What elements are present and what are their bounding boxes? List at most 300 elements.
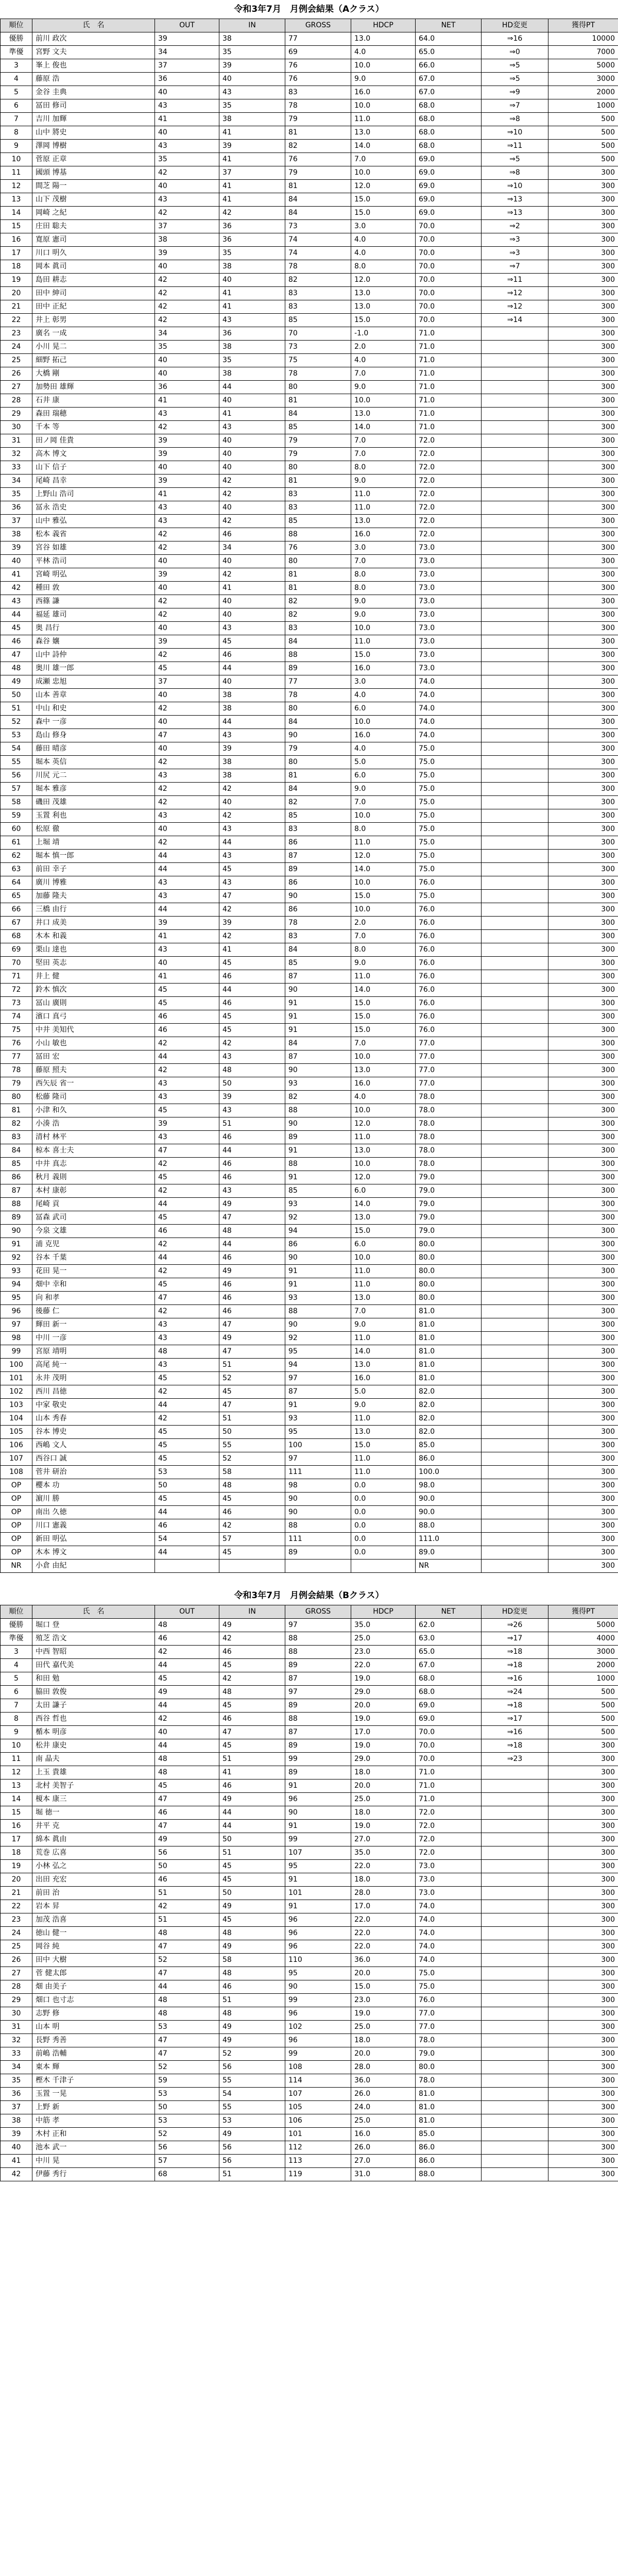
gross-cell: 84 — [285, 943, 351, 957]
table-row — [1, 1158, 618, 1171]
rank-cell: 34 — [1, 474, 32, 488]
points-cell: 300 — [548, 1967, 618, 1980]
hd-change-cell — [482, 1560, 548, 1573]
hd-change-cell — [482, 1399, 548, 1412]
out-cell: 44 — [155, 1699, 219, 1713]
out-cell: 42 — [155, 300, 219, 314]
out-cell: 40 — [155, 716, 219, 729]
hdcp-cell: 4.0 — [351, 354, 416, 367]
hd-change-cell — [482, 689, 548, 702]
rank-cell: 優勝 — [1, 32, 32, 46]
in-cell: 45 — [219, 1873, 285, 1887]
net-cell: 75.0 — [416, 796, 482, 809]
out-cell: 42 — [155, 314, 219, 327]
gross-cell: 88 — [285, 649, 351, 662]
in-cell: 38 — [219, 260, 285, 274]
points-cell: 300 — [548, 1117, 618, 1131]
table-row — [1, 1399, 618, 1412]
hdcp-cell: 9.0 — [351, 608, 416, 622]
table-row — [1, 1546, 618, 1560]
points-cell: 300 — [548, 1050, 618, 1064]
hd-change-cell — [482, 1292, 548, 1305]
table-row — [1, 1050, 618, 1064]
points-cell: 300 — [548, 1372, 618, 1385]
hdcp-cell: 7.0 — [351, 448, 416, 461]
rank-cell: 27 — [1, 381, 32, 394]
gross-cell: 84 — [285, 207, 351, 220]
hd-change-cell — [482, 1144, 548, 1158]
table-row — [1, 1117, 618, 1131]
name-cell: 栗山 達也 — [32, 943, 155, 957]
rank-cell: 30 — [1, 421, 32, 434]
hd-change-cell — [482, 2047, 548, 2061]
rank-cell: 36 — [1, 501, 32, 515]
hdcp-cell: 19.0 — [351, 1820, 416, 1833]
gross-cell: 99 — [285, 1833, 351, 1846]
hdcp-cell: 7.0 — [351, 153, 416, 166]
out-cell: 52 — [155, 1954, 219, 1967]
table-row — [1, 1077, 618, 1091]
hd-change-cell — [482, 1024, 548, 1037]
in-cell: 40 — [219, 73, 285, 86]
name-cell: 尾崎 貢 — [32, 1198, 155, 1211]
hd-change-cell — [482, 729, 548, 742]
out-cell: 50 — [155, 1479, 219, 1493]
gross-cell: 90 — [285, 1251, 351, 1265]
out-cell: 41 — [155, 113, 219, 126]
points-cell: 500 — [548, 1726, 618, 1739]
name-cell: 濵川 勝 — [32, 1493, 155, 1506]
out-cell: 51 — [155, 1913, 219, 1927]
net-cell: 73.0 — [416, 555, 482, 568]
gross-cell: 87 — [285, 1050, 351, 1064]
hd-change-cell — [482, 1967, 548, 1980]
hd-change-cell — [482, 568, 548, 582]
table-row — [1, 287, 618, 300]
hd-change-cell — [482, 1493, 548, 1506]
hd-change-cell — [482, 2074, 548, 2088]
out-cell: 43 — [155, 1359, 219, 1372]
name-cell: 西谷 哲也 — [32, 1713, 155, 1726]
out-cell: 44 — [155, 1198, 219, 1211]
out-cell: 44 — [155, 850, 219, 863]
rank-cell: 18 — [1, 1846, 32, 1860]
out-cell: 40 — [155, 689, 219, 702]
section-title: 令和3年7月 月例会結果（Bクラス） — [234, 1590, 384, 1601]
points-cell: 2000 — [548, 1659, 618, 1672]
points-cell: 300 — [548, 1493, 618, 1506]
hdcp-cell: 14.0 — [351, 421, 416, 434]
points-cell: 1000 — [548, 1672, 618, 1686]
hd-change-cell — [482, 1519, 548, 1533]
hdcp-cell: 4.0 — [351, 247, 416, 260]
points-cell: 300 — [548, 555, 618, 568]
in-cell: 42 — [219, 474, 285, 488]
gross-cell: 82 — [285, 796, 351, 809]
table-row — [1, 1426, 618, 1439]
hd-change-cell — [482, 635, 548, 649]
header-gross: GROSS — [285, 19, 351, 32]
net-cell: 72.0 — [416, 461, 482, 474]
in-cell: 49 — [219, 2021, 285, 2034]
points-cell: 300 — [548, 1560, 618, 1573]
out-cell: 37 — [155, 220, 219, 233]
name-cell: 長野 秀善 — [32, 2034, 155, 2047]
in-cell: 45 — [219, 1699, 285, 1713]
hdcp-cell: 10.0 — [351, 394, 416, 408]
rank-cell: 10 — [1, 1739, 32, 1753]
name-cell: 三橋 由行 — [32, 903, 155, 917]
hd-change-cell — [482, 957, 548, 970]
hd-change-cell: ⇒18 — [482, 1699, 548, 1713]
out-cell: 51 — [155, 1887, 219, 1900]
table-row — [1, 1980, 618, 1994]
rank-cell: 56 — [1, 769, 32, 783]
gross-cell: 97 — [285, 1619, 351, 1632]
name-cell: 殖芝 浩文 — [32, 1632, 155, 1646]
name-cell: 畑中 幸和 — [32, 1278, 155, 1292]
out-cell: 37 — [155, 59, 219, 73]
header-net: NET — [416, 19, 482, 32]
net-cell: 85.0 — [416, 1439, 482, 1452]
name-cell: 小津 和久 — [32, 1104, 155, 1117]
hd-change-cell — [482, 1846, 548, 1860]
hdcp-cell: 14.0 — [351, 984, 416, 997]
table-row — [1, 1211, 618, 1225]
rank-cell: 45 — [1, 622, 32, 635]
hdcp-cell: 10.0 — [351, 59, 416, 73]
points-cell: 300 — [548, 501, 618, 515]
hdcp-cell: 15.0 — [351, 1439, 416, 1452]
net-cell: 79.0 — [416, 2047, 482, 2061]
points-cell: 300 — [548, 1318, 618, 1332]
net-cell: 80.0 — [416, 1292, 482, 1305]
hd-change-cell — [482, 421, 548, 434]
in-cell: 48 — [219, 1927, 285, 1940]
hdcp-cell: 20.0 — [351, 1699, 416, 1713]
gross-cell: 91 — [285, 1873, 351, 1887]
in-cell: 44 — [219, 381, 285, 394]
hd-change-cell — [482, 1793, 548, 1806]
hdcp-cell: 18.0 — [351, 2034, 416, 2047]
points-cell: 300 — [548, 327, 618, 341]
table-row — [1, 166, 618, 180]
table-row — [1, 903, 618, 917]
net-cell: 74.0 — [416, 702, 482, 716]
in-cell: 43 — [219, 622, 285, 635]
hd-change-cell — [482, 823, 548, 836]
in-cell: 48 — [219, 1064, 285, 1077]
gross-cell: 105 — [285, 2101, 351, 2114]
in-cell: 41 — [219, 1766, 285, 1780]
out-cell: 47 — [155, 2047, 219, 2061]
name-cell: 庄田 聡夫 — [32, 220, 155, 233]
rank-cell: 17 — [1, 1833, 32, 1846]
table-row — [1, 461, 618, 474]
net-cell: 75.0 — [416, 769, 482, 783]
points-cell: 300 — [548, 689, 618, 702]
name-cell: 後藤 仁 — [32, 1305, 155, 1318]
hd-change-cell — [482, 341, 548, 354]
out-cell: 44 — [155, 1659, 219, 1672]
net-cell: 68.0 — [416, 1672, 482, 1686]
hdcp-cell: 9.0 — [351, 474, 416, 488]
hd-change-cell — [482, 769, 548, 783]
net-cell: 74.0 — [416, 1954, 482, 1967]
gross-cell: 82 — [285, 608, 351, 622]
net-cell: 88.0 — [416, 2168, 482, 2181]
table-row — [1, 1479, 618, 1493]
gross-cell: 84 — [285, 635, 351, 649]
table-row — [1, 1265, 618, 1278]
in-cell: 42 — [219, 207, 285, 220]
gross-cell: 90 — [285, 1117, 351, 1131]
gross-cell: 79 — [285, 742, 351, 756]
hd-change-cell — [482, 448, 548, 461]
name-cell: 山下 茂樹 — [32, 193, 155, 207]
name-cell: 成瀬 忠旭 — [32, 675, 155, 689]
points-cell: 300 — [548, 300, 618, 314]
points-cell: 300 — [548, 1940, 618, 1954]
table-row — [1, 769, 618, 783]
name-cell: 井口 成美 — [32, 917, 155, 930]
points-cell: 300 — [548, 207, 618, 220]
in-cell: 40 — [219, 448, 285, 461]
gross-cell: 90 — [285, 1318, 351, 1332]
hdcp-cell: 6.0 — [351, 702, 416, 716]
hdcp-cell: 23.0 — [351, 1994, 416, 2007]
rank-cell: 100 — [1, 1359, 32, 1372]
hdcp-cell: 13.0 — [351, 1359, 416, 1372]
in-cell: 40 — [219, 595, 285, 608]
gross-cell: 110 — [285, 1954, 351, 1967]
points-cell: 300 — [548, 823, 618, 836]
in-cell: 45 — [219, 1913, 285, 1927]
hdcp-cell: 10.0 — [351, 1158, 416, 1171]
name-cell: 田中 正紀 — [32, 300, 155, 314]
gross-cell: 93 — [285, 1412, 351, 1426]
net-cell: 71.0 — [416, 1766, 482, 1780]
gross-cell: 87 — [285, 970, 351, 984]
gross-cell: 90 — [285, 984, 351, 997]
name-cell: 上玉 貴雄 — [32, 1766, 155, 1780]
name-cell: 岡本 眞司 — [32, 260, 155, 274]
table-row — [1, 863, 618, 876]
gross-cell: 106 — [285, 2114, 351, 2128]
name-cell: 中家 敬史 — [32, 1399, 155, 1412]
rank-cell: 24 — [1, 341, 32, 354]
rank-cell: 76 — [1, 1037, 32, 1050]
in-cell: 38 — [219, 341, 285, 354]
header-hdcp: HDCP — [351, 1605, 416, 1619]
table-row — [1, 73, 618, 86]
in-cell: 45 — [219, 1385, 285, 1399]
table-row — [1, 1887, 618, 1900]
points-cell: 300 — [548, 1359, 618, 1372]
hdcp-cell: 11.0 — [351, 970, 416, 984]
net-cell: 76.0 — [416, 943, 482, 957]
gross-cell: 77 — [285, 675, 351, 689]
rank-cell: 28 — [1, 394, 32, 408]
in-cell: 43 — [219, 314, 285, 327]
name-cell: 花田 晃一 — [32, 1265, 155, 1278]
points-cell: 300 — [548, 2168, 618, 2181]
net-cell: 79.0 — [416, 1211, 482, 1225]
gross-cell: 83 — [285, 501, 351, 515]
net-cell: 82.0 — [416, 1385, 482, 1399]
in-cell: 49 — [219, 1900, 285, 1913]
gross-cell: 89 — [285, 1699, 351, 1713]
rank-cell: 46 — [1, 635, 32, 649]
in-cell: 34 — [219, 541, 285, 555]
table-row — [1, 1385, 618, 1399]
table-row — [1, 1064, 618, 1077]
net-cell: 68.0 — [416, 113, 482, 126]
table-row — [1, 702, 618, 716]
points-cell: 300 — [548, 809, 618, 823]
hd-change-cell — [482, 2155, 548, 2168]
gross-cell: 76 — [285, 153, 351, 166]
net-cell: 72.0 — [416, 1833, 482, 1846]
table-row — [1, 140, 618, 153]
gross-cell: 113 — [285, 2155, 351, 2168]
out-cell: 68 — [155, 2168, 219, 2181]
points-cell: 300 — [548, 649, 618, 662]
hd-change-cell — [482, 1940, 548, 1954]
points-cell: 500 — [548, 113, 618, 126]
hdcp-cell: 27.0 — [351, 2155, 416, 2168]
hd-change-cell: ⇒7 — [482, 260, 548, 274]
out-cell: 41 — [155, 394, 219, 408]
rank-cell: 47 — [1, 649, 32, 662]
points-cell: 7000 — [548, 46, 618, 59]
hdcp-cell: 3.0 — [351, 675, 416, 689]
gross-cell: 76 — [285, 541, 351, 555]
out-cell: 42 — [155, 836, 219, 850]
hd-change-cell — [482, 1546, 548, 1560]
name-cell: 冨永 浩史 — [32, 501, 155, 515]
points-cell: 300 — [548, 1426, 618, 1439]
net-cell: 73.0 — [416, 649, 482, 662]
in-cell: 39 — [219, 59, 285, 73]
gross-cell: 101 — [285, 2128, 351, 2141]
hdcp-cell: 4.0 — [351, 46, 416, 59]
name-cell: 松井 康史 — [32, 1739, 155, 1753]
in-cell: 44 — [219, 984, 285, 997]
out-cell: 40 — [155, 622, 219, 635]
gross-cell: 96 — [285, 2034, 351, 2047]
table-row — [1, 568, 618, 582]
results-table — [0, 1605, 618, 2181]
out-cell: 39 — [155, 635, 219, 649]
rank-cell: 40 — [1, 2141, 32, 2155]
rank-cell: 3 — [1, 59, 32, 73]
gross-cell: 89 — [285, 662, 351, 675]
points-cell: 300 — [548, 1158, 618, 1171]
out-cell: 41 — [155, 930, 219, 943]
points-cell: 300 — [548, 1860, 618, 1873]
gross-cell: 93 — [285, 1198, 351, 1211]
gross-cell: 91 — [285, 1171, 351, 1184]
out-cell: 44 — [155, 863, 219, 876]
points-cell: 300 — [548, 2074, 618, 2088]
net-cell: 76.0 — [416, 1010, 482, 1024]
out-cell: 48 — [155, 2007, 219, 2021]
hdcp-cell: 17.0 — [351, 1726, 416, 1739]
hdcp-cell: 15.0 — [351, 1980, 416, 1994]
name-cell: 尾崎 昌幸 — [32, 474, 155, 488]
hdcp-cell: 13.0 — [351, 1426, 416, 1439]
table-row — [1, 1533, 618, 1546]
rank-cell: 68 — [1, 930, 32, 943]
rank-cell: 15 — [1, 1806, 32, 1820]
rank-cell: 37 — [1, 2101, 32, 2114]
rank-cell: 65 — [1, 890, 32, 903]
in-cell: 53 — [219, 2114, 285, 2128]
rank-cell: 71 — [1, 970, 32, 984]
name-cell: 西篠 謙 — [32, 595, 155, 608]
hd-change-cell — [482, 1439, 548, 1452]
points-cell: 300 — [548, 541, 618, 555]
gross-cell: 91 — [285, 1820, 351, 1833]
table-row — [1, 341, 618, 354]
table-row — [1, 2155, 618, 2168]
hdcp-cell: 23.0 — [351, 1646, 416, 1659]
rank-cell: 21 — [1, 1887, 32, 1900]
hd-change-cell — [482, 2034, 548, 2047]
points-cell: 300 — [548, 997, 618, 1010]
hd-change-cell — [482, 327, 548, 341]
net-cell: 81.0 — [416, 1332, 482, 1345]
table-row — [1, 1900, 618, 1913]
hdcp-cell: 4.0 — [351, 1091, 416, 1104]
points-cell: 300 — [548, 1780, 618, 1793]
out-cell: 42 — [155, 649, 219, 662]
hdcp-cell: 13.0 — [351, 408, 416, 421]
name-cell: 大橋 剛 — [32, 367, 155, 381]
rank-cell: 42 — [1, 2168, 32, 2181]
in-cell: 42 — [219, 568, 285, 582]
rank-cell: 79 — [1, 1077, 32, 1091]
net-cell: 75.0 — [416, 890, 482, 903]
rank-cell: 9 — [1, 1726, 32, 1739]
net-cell: 78.0 — [416, 2034, 482, 2047]
table-row — [1, 1753, 618, 1766]
class-b-section — [0, 1586, 618, 2181]
gross-cell: 78 — [285, 689, 351, 702]
net-cell: 81.0 — [416, 2088, 482, 2101]
rank-cell: 73 — [1, 997, 32, 1010]
table-row — [1, 662, 618, 675]
hdcp-cell: 27.0 — [351, 1833, 416, 1846]
hd-change-cell — [482, 1533, 548, 1546]
net-cell: 68.0 — [416, 99, 482, 113]
name-cell: 磯田 茂雄 — [32, 796, 155, 809]
name-cell: 堀本 雅彦 — [32, 783, 155, 796]
hd-change-cell — [482, 890, 548, 903]
rank-cell: 91 — [1, 1238, 32, 1251]
out-cell: 39 — [155, 1117, 219, 1131]
net-cell: 73.0 — [416, 622, 482, 635]
name-cell: 山中 雅弘 — [32, 515, 155, 528]
gross-cell: 80 — [285, 702, 351, 716]
table-row — [1, 488, 618, 501]
hdcp-cell: 14.0 — [351, 1198, 416, 1211]
hdcp-cell: 16.0 — [351, 662, 416, 675]
table-row — [1, 421, 618, 434]
hd-change-cell — [482, 354, 548, 367]
out-cell: 52 — [155, 2128, 219, 2141]
